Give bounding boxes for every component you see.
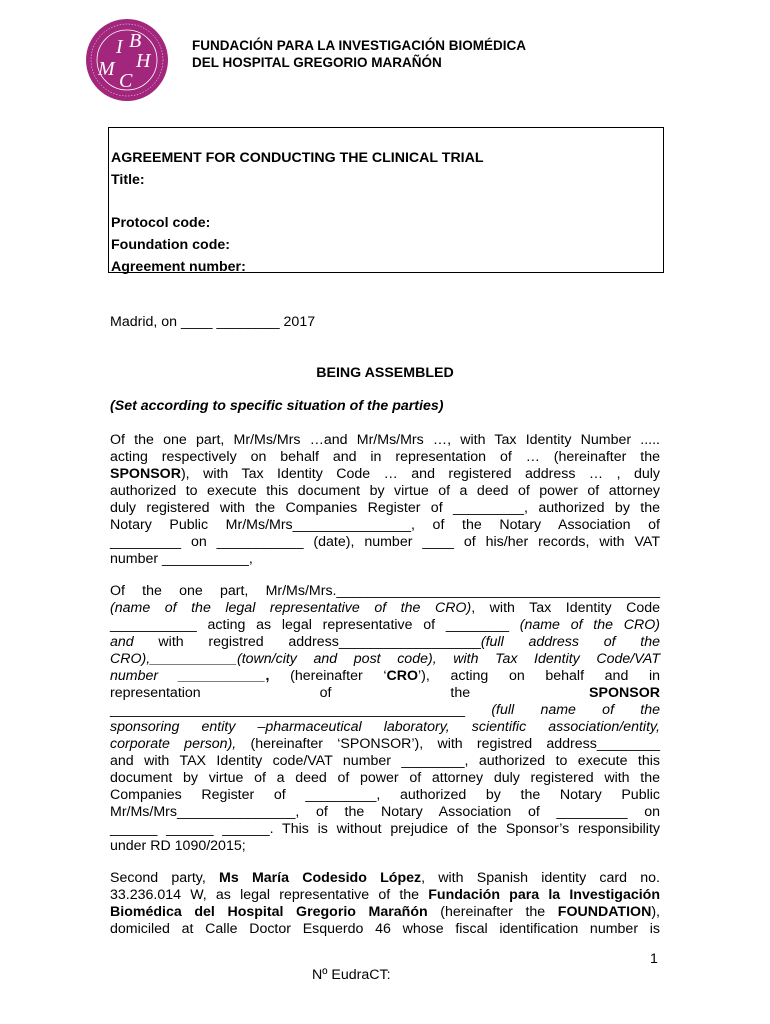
sponsor-term: SPONSOR <box>110 466 181 482</box>
foundation-header <box>192 37 526 71</box>
para2-line <box>110 685 660 702</box>
para2-italic: number ___________ <box>110 668 266 684</box>
para1-line: number ___________, <box>110 551 253 567</box>
foundation-logo <box>84 17 170 103</box>
para2-text: _____________________________________________ <box>110 702 466 718</box>
para1-line: duly registered with the Companies Register of _________, authorized by the <box>110 500 660 516</box>
para3-text: , with Spanish identity card no. <box>421 870 660 886</box>
para3-text: Second party, <box>110 870 220 886</box>
para2-text: with registred address__________________ <box>133 634 481 650</box>
para2-bold: , <box>265 668 270 684</box>
agreement-info-box <box>108 127 664 273</box>
para3-text: 33.236.014 W, as legal representative of the <box>110 887 429 903</box>
agreement-number-label: Agreement number: <box>111 259 246 275</box>
para2-italic: (name of the CRO) <box>508 617 661 633</box>
logo-letter-m: M <box>98 58 115 80</box>
eudract-footer: Nº EudraCT: <box>312 967 391 983</box>
para2-italic: (full name of the <box>465 702 660 718</box>
para2-text: ’), acting on behalf and in <box>418 668 661 684</box>
para2-line <box>110 617 660 634</box>
para2-text: (hereinafter ‘SPONSOR’), with registred address________ <box>236 736 660 752</box>
set-according-note: (Set according to specific situation of the parties) <box>110 398 444 414</box>
para2-line: under RD 1090/2015; <box>110 838 246 854</box>
para2-text: , with Tax Identity Code <box>471 600 660 616</box>
para3-text: (hereinafter the <box>427 904 558 920</box>
header-line-2: DEL HOSPITAL GREGORIO MARAÑÓN <box>192 55 442 70</box>
cro-term: CRO <box>386 668 419 684</box>
para3-line <box>110 887 660 904</box>
logo-letter-c: C <box>119 70 133 92</box>
para1-text: ), with Tax Identity Code … and registered address … , duly <box>180 466 660 482</box>
para2-line: CRO),___________(town/city and post code), with Tax Identity Code/VAT <box>110 651 660 667</box>
foundation-term: FOUNDATION <box>557 904 652 920</box>
header-line-1: FUNDACIÓN PARA LA INVESTIGACIÓN BIOMÉDICA <box>192 38 526 53</box>
foundation-name: Fundación para la Investigación <box>428 887 661 903</box>
title-label: Title: <box>111 172 145 188</box>
para3-text: ), <box>651 904 660 920</box>
para2-text: of <box>319 685 332 701</box>
para2-italic: corporate person), <box>110 736 237 752</box>
agreement-heading: AGREEMENT FOR CONDUCTING THE CLINICAL TRIAL <box>111 150 484 166</box>
para1-line: _________ on ___________ (date), number ____ of his/her records, with VAT <box>110 534 660 550</box>
foundation-name: Biomédica del Hospital Gregorio Marañón <box>110 904 428 920</box>
para3-line: domiciled at Calle Doctor Esquerdo 46 whose fiscal identification number is <box>110 921 660 937</box>
para2-line <box>110 668 660 685</box>
para2-line <box>110 634 660 651</box>
para2-text: (hereinafter ‘ <box>269 668 387 684</box>
para1-line: acting respectively on behalf and in representation of … (hereinafter the <box>110 449 660 465</box>
para2-line <box>110 702 660 719</box>
page-number: 1 <box>650 951 658 967</box>
para2-line: sponsoring entity –pharmaceutical laboratory, scientific association/entity, <box>110 719 660 735</box>
para2-line: document by virtue of a deed of power of attorney duly registered with the <box>110 770 660 786</box>
para2-line: ______ ______ ______. This is without prejudice of the Sponsor’s responsibility <box>110 821 660 837</box>
para2-line <box>110 736 660 753</box>
being-assembled-heading: BEING ASSEMBLED <box>316 365 454 381</box>
logo-letter-b: B <box>129 30 142 52</box>
para2-italic: and <box>110 634 134 650</box>
para2-italic: (name of the legal representative of the CRO) <box>110 600 472 616</box>
logo-letter-i: I <box>116 36 123 58</box>
place-date: Madrid, on ____ ________ 2017 <box>110 314 316 330</box>
para2-italic: (full address of the <box>480 634 660 650</box>
protocol-code-label: Protocol code: <box>111 215 211 231</box>
para1-line: Notary Public Mr/Ms/Mrs_______________, of the Notary Association of <box>110 517 660 533</box>
sponsor-term: SPONSOR <box>589 685 660 701</box>
para2-text: the <box>450 685 471 701</box>
representative-name: Ms María Codesido López <box>219 870 422 886</box>
para2-line: Mr/Ms/Mrs_______________, of the Notary Association of _________ on <box>110 804 660 820</box>
para2-text: representation <box>110 685 201 701</box>
para1-line: Of the one part, Mr/Ms/Mrs …and Mr/Ms/Mrs …, with Tax Identity Number ..... <box>110 432 660 448</box>
para2-line: and with TAX Identity code/VAT number ________, authorized to execute this <box>110 753 660 769</box>
para1-line: authorized to execute this document by virtue of a deed of power of attorney <box>110 483 660 499</box>
para3-line <box>110 870 660 887</box>
logo-letter-h: H <box>136 50 151 72</box>
para2-line: Of the one part, Mr/Ms/Mrs._________________________________________ <box>110 583 660 599</box>
foundation-code-label: Foundation code: <box>111 237 231 253</box>
para2-line: Companies Register of _________, authorized by the Notary Public <box>110 787 660 803</box>
para2-line <box>110 600 660 617</box>
para1-line <box>110 466 660 483</box>
para2-text: ___________ acting as legal representative of ________ <box>110 617 509 633</box>
para3-line <box>110 904 660 921</box>
